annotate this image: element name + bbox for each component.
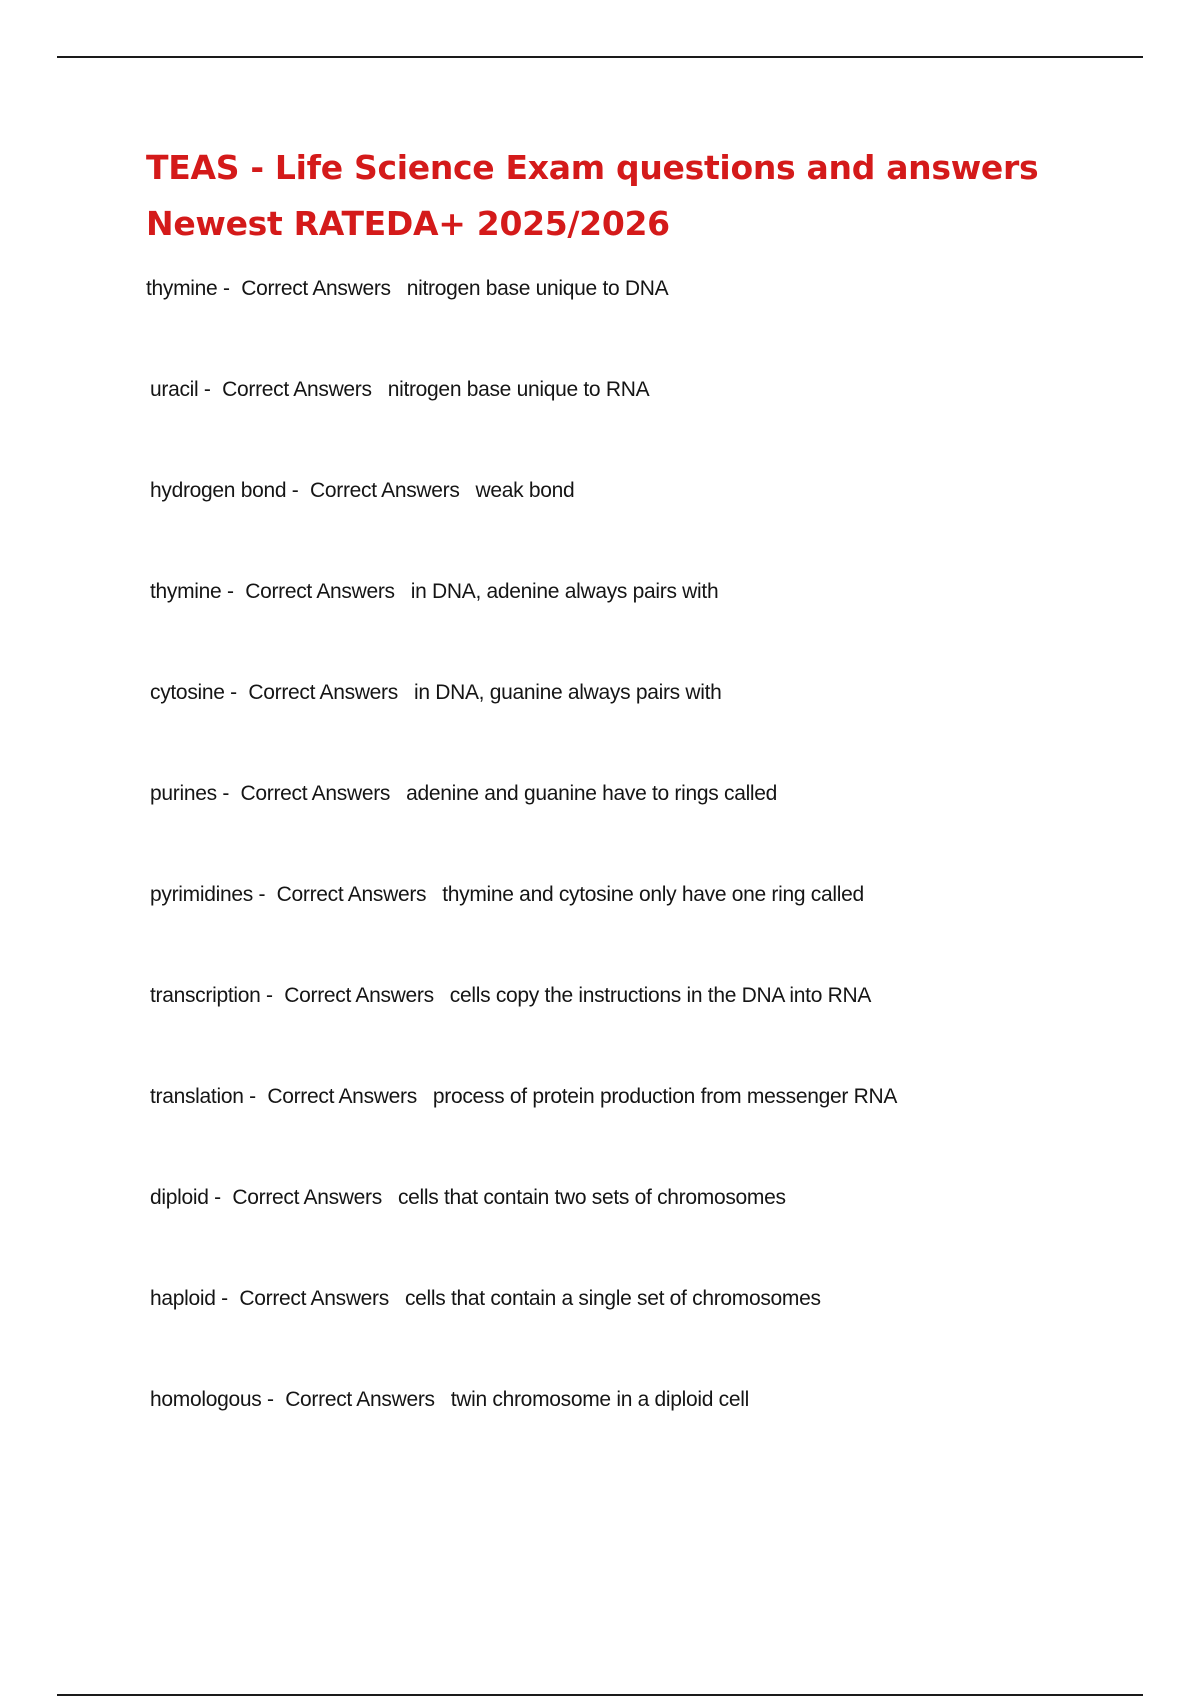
qa-item: [150, 1083, 897, 1111]
qa-separator: -: [216, 782, 235, 805]
qa-answer-label: Correct Answers: [310, 479, 460, 502]
qa-item: [150, 1386, 749, 1414]
qa-item: [150, 1285, 821, 1313]
qa-answer-label: Correct Answers: [239, 1287, 389, 1310]
qa-item: [150, 982, 871, 1010]
qa-answer-label: Correct Answers: [222, 378, 372, 401]
qa-answer-label: Correct Answers: [285, 1388, 435, 1411]
qa-definition: cells that contain a single set of chromosomes: [404, 1287, 821, 1310]
qa-answer-label: Correct Answers: [267, 1085, 417, 1108]
qa-separator: -: [252, 883, 271, 906]
qa-term: diploid: [150, 1186, 209, 1209]
qa-definition: nitrogen base unique to DNA: [406, 277, 669, 300]
qa-separator: -: [217, 277, 236, 300]
qa-term: purines: [150, 782, 217, 805]
qa-separator: -: [198, 378, 217, 401]
qa-answer-label: Correct Answers: [240, 782, 391, 805]
qa-answer-label: Correct Answers: [276, 883, 427, 906]
qa-separator: -: [208, 1186, 227, 1209]
qa-definition: in DNA, guanine always pairs with: [413, 681, 722, 704]
qa-term: cytosine: [150, 681, 225, 704]
qa-definition: process of protein production from messenger RNA: [432, 1085, 898, 1108]
qa-term: haploid: [150, 1287, 216, 1310]
qa-term: hydrogen bond: [150, 479, 287, 502]
qa-separator: -: [260, 984, 279, 1007]
qa-term: transcription: [150, 984, 261, 1007]
qa-definition: weak bond: [475, 479, 575, 502]
qa-answer-label: Correct Answers: [241, 277, 391, 300]
qa-item: [150, 578, 718, 606]
top-divider: [57, 56, 1143, 58]
qa-item: [150, 881, 864, 909]
qa-definition: twin chromosome in a diploid cell: [450, 1388, 749, 1411]
bottom-divider: [57, 1694, 1143, 1696]
qa-answer-label: Correct Answers: [248, 681, 398, 704]
qa-item: [150, 679, 722, 707]
qa-term: uracil: [150, 378, 199, 401]
qa-term: homologous: [150, 1388, 262, 1411]
qa-definition: cells that contain two sets of chromosomes: [397, 1186, 786, 1209]
qa-separator: -: [224, 681, 243, 704]
qa-separator: -: [261, 1388, 280, 1411]
qa-term: pyrimidines: [150, 883, 253, 906]
qa-item: [150, 780, 777, 808]
qa-term: translation: [150, 1085, 244, 1108]
qa-separator: -: [286, 479, 304, 502]
qa-answer-label: Correct Answers: [284, 984, 434, 1007]
qa-item: [150, 1184, 786, 1212]
qa-definition: adenine and guanine have to rings called: [406, 782, 778, 805]
qa-separator: -: [215, 1287, 234, 1310]
qa-answer-label: Correct Answers: [232, 1186, 382, 1209]
qa-definition: in DNA, adenine always pairs with: [410, 580, 719, 603]
qa-term: thymine: [150, 580, 222, 603]
qa-separator: -: [243, 1085, 262, 1108]
qa-item: [146, 275, 668, 303]
qa-answer-label: Correct Answers: [245, 580, 395, 603]
qa-definition: thymine and cytosine only have one ring called: [442, 883, 864, 906]
qa-separator: -: [221, 580, 240, 603]
qa-definition: nitrogen base unique to RNA: [387, 378, 650, 401]
document-title: TEAS - Life Science Exam questions and answers Newest RATEDA+ 2025/2026: [146, 148, 1039, 243]
qa-item: [150, 376, 649, 404]
qa-definition: cells copy the instructions in the DNA into RNA: [449, 984, 872, 1007]
qa-term: thymine: [146, 277, 218, 300]
qa-item: [150, 477, 574, 505]
